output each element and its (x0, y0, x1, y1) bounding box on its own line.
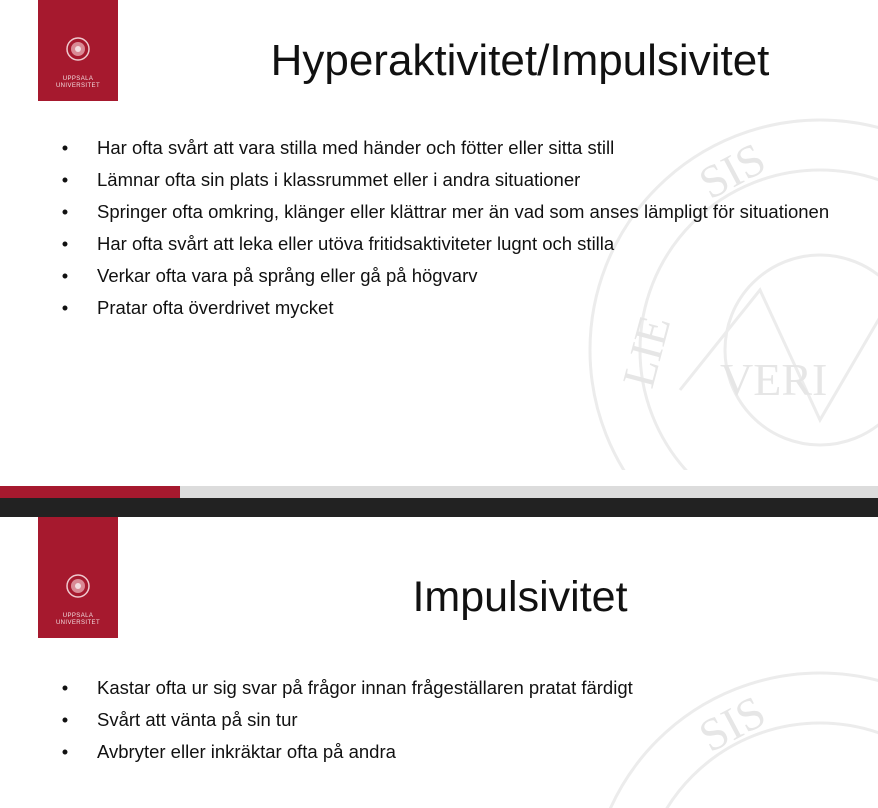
bullet-text: Har ofta svårt att leka eller utöva fritidsaktiviteter lugnt och stilla (97, 233, 615, 254)
bullet-text: Har ofta svårt att vara stilla med händer och fötter eller sitta still (97, 137, 615, 158)
seal-text-left: LIE (612, 310, 681, 393)
logo-line-1: UPPSALA (62, 613, 94, 619)
bullet-item (58, 708, 868, 732)
bullet-item (58, 264, 868, 288)
separator-bar (0, 498, 878, 517)
bullet-icon: • (61, 137, 69, 158)
bullet-item (58, 296, 868, 320)
bullet-icon: • (61, 677, 69, 698)
bullet-icon: • (61, 201, 69, 222)
bullet-list (58, 676, 868, 772)
bullet-icon: • (61, 741, 69, 762)
seal-icon (65, 573, 91, 599)
slide-impulsivitet (0, 517, 878, 808)
bullet-text: Svårt att vänta på sin tur (97, 709, 298, 730)
seal-text-center: VERI (720, 354, 828, 405)
bullet-item (58, 676, 868, 700)
bullet-icon: • (61, 233, 69, 254)
bullet-icon: • (61, 169, 69, 190)
seal-icon (65, 36, 91, 62)
bullet-icon: • (61, 297, 69, 318)
bullet-list (58, 136, 868, 328)
bullet-text: Avbryter eller inkräktar ofta på andra (97, 741, 396, 762)
logo-line-2: UNIVERSITET (55, 620, 101, 626)
university-logo (38, 0, 118, 101)
bullet-text: Kastar ofta ur sig svar på frågor innan frågeställaren pratat färdigt (97, 677, 633, 698)
slide-divider (0, 486, 878, 517)
progress-bar-red (0, 486, 180, 498)
bullet-item (58, 232, 868, 256)
slide-title: Impulsivitet (412, 573, 628, 621)
bullet-item (58, 168, 868, 192)
bullet-text: Verkar ofta vara på språng eller gå på högvarv (97, 265, 478, 286)
bullet-text: Pratar ofta överdrivet mycket (97, 297, 334, 318)
bullet-item (58, 200, 868, 224)
university-logo (38, 517, 118, 638)
slide-title: Hyperaktivitet/Impulsivitet (270, 36, 770, 85)
bullet-item (58, 136, 868, 160)
seal-text-top: SIS (690, 132, 774, 209)
bullet-text: Lämnar ofta sin plats i klassrummet eller i andra situationer (97, 169, 581, 190)
bullet-text: Springer ofta omkring, klänger eller klättrar mer än vad som anses lämpligt för situationen (97, 201, 830, 222)
bullet-icon: • (61, 265, 69, 286)
logo-line-1: UPPSALA (62, 76, 94, 82)
bullet-icon: • (61, 709, 69, 730)
progress-bar-grey (180, 486, 878, 498)
bullet-item (58, 740, 868, 764)
logo-line-2: UNIVERSITET (55, 83, 101, 89)
seal-text-top: SIS (690, 685, 774, 762)
